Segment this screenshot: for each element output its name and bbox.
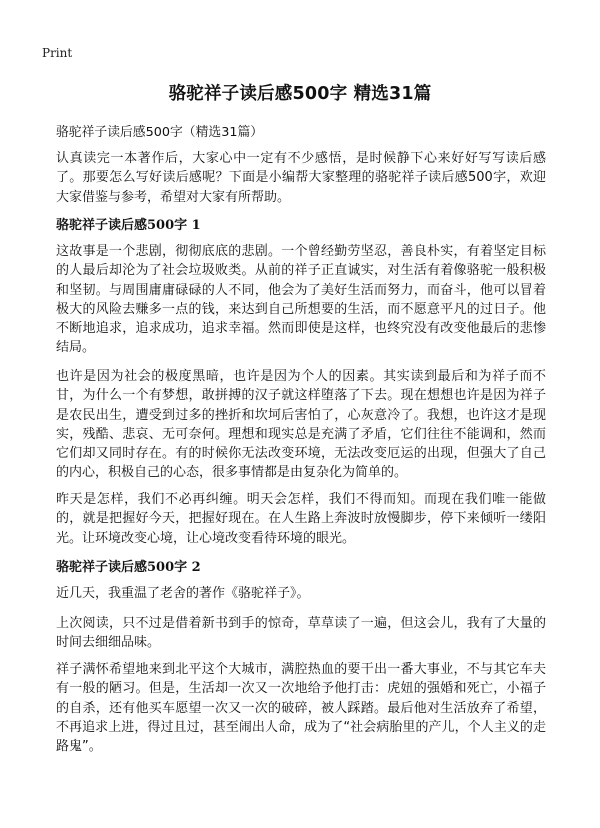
print-label: Print	[42, 46, 73, 60]
page-title: 骆驼祥子读后感500字 精选31篇	[168, 84, 432, 104]
section2-paragraph-1: 近几天，我重温了老舍的著作《骆驼祥子》。	[56, 586, 310, 601]
section1-paragraph-2: 也许是因为社会的极度黑暗，也许是因为个人的因素。其实读到最后和为祥子而不甘，为什么一个有梦想，敢拼搏的汉子就这样堕落了下去。现在想想也许是因为祥子是农民出生，遭受到过多的挫折和坎坷后害怕了，心灰意冷了。我想，也许这才是现实，残酷、悲哀、无可奈何。理想和现实总是充满了矛盾，它们往往不能调和，然而它们却又同时存在。有的时候你无法改变环境，无法改变厄运的出现，但强大了自己的内心，积极自己的心态，很多事情都是由复杂化为简单的。	[56, 369, 546, 481]
section1-paragraph-1: 这故事是一个悲剧，彻彻底底的悲剧。一个曾经勤劳坚忍，善良朴实，有着坚定目标的人最后却沦为了社会垃圾败类。从前的祥子正直诚实，对生活有着像骆驼一般积极和坚韧。与周围庸庸碌碌的人不同，他会为了美好生活而努力，而奋斗，他可以冒着极大的风险去赚多一点的钱，来达到自己所想要的生活，而不愿意平凡的过日子。他不断地追求，追求成功，追求幸福。然而即使是这样，也终究没有改变他最后的悲惨结局。	[56, 244, 546, 356]
section-heading-2: 骆驼祥子读后感500字 2	[56, 560, 201, 575]
intro-paragraph: 认真读完一本著作后，大家心中一定有不少感悟，是时候静下心来好好写写读后感了。那要怎么写好读后感呢？下面是小编帮大家整理的骆驼祥子读后感500字，欢迎大家借鉴与参考，希望对大家有所帮助。	[56, 151, 546, 205]
section-heading-1: 骆驼祥子读后感500字 1	[56, 218, 201, 233]
section2-paragraph-3: 祥子满怀希望地来到北平这个大城市，满腔热血的要干出一番大事业，不与其它车夫有一般的陋习。但是，生活却一次又一次地给予他打击：虎妞的强婚和死亡，小福子的自杀，还有他买车愿望一次又一次的破碎，被人踩踏。最后他对生活放弃了希望，不再追求上进，得过且过，甚至闹出人命，成为了“社会病胎里的产儿，个人主义的走路鬼”。	[56, 662, 546, 755]
section1-paragraph-3: 昨天是怎样，我们不必再纠缠。明天会怎样，我们不得而知。而现在我们唯一能做的，就是把握好今天，把握好现在。在人生路上奔波时放慢脚步，停下来倾听一缕阳光。让环境改变心境，让心境改变看待环境的眼光。	[56, 492, 546, 546]
section2-paragraph-2: 上次阅读，只不过是借着新书到手的惊奇，草草读了一遍，但这会儿，我有了大量的时间去细细品味。	[56, 616, 546, 651]
page-subtitle: 骆驼祥子读后感500字（精选31篇）	[56, 125, 264, 140]
